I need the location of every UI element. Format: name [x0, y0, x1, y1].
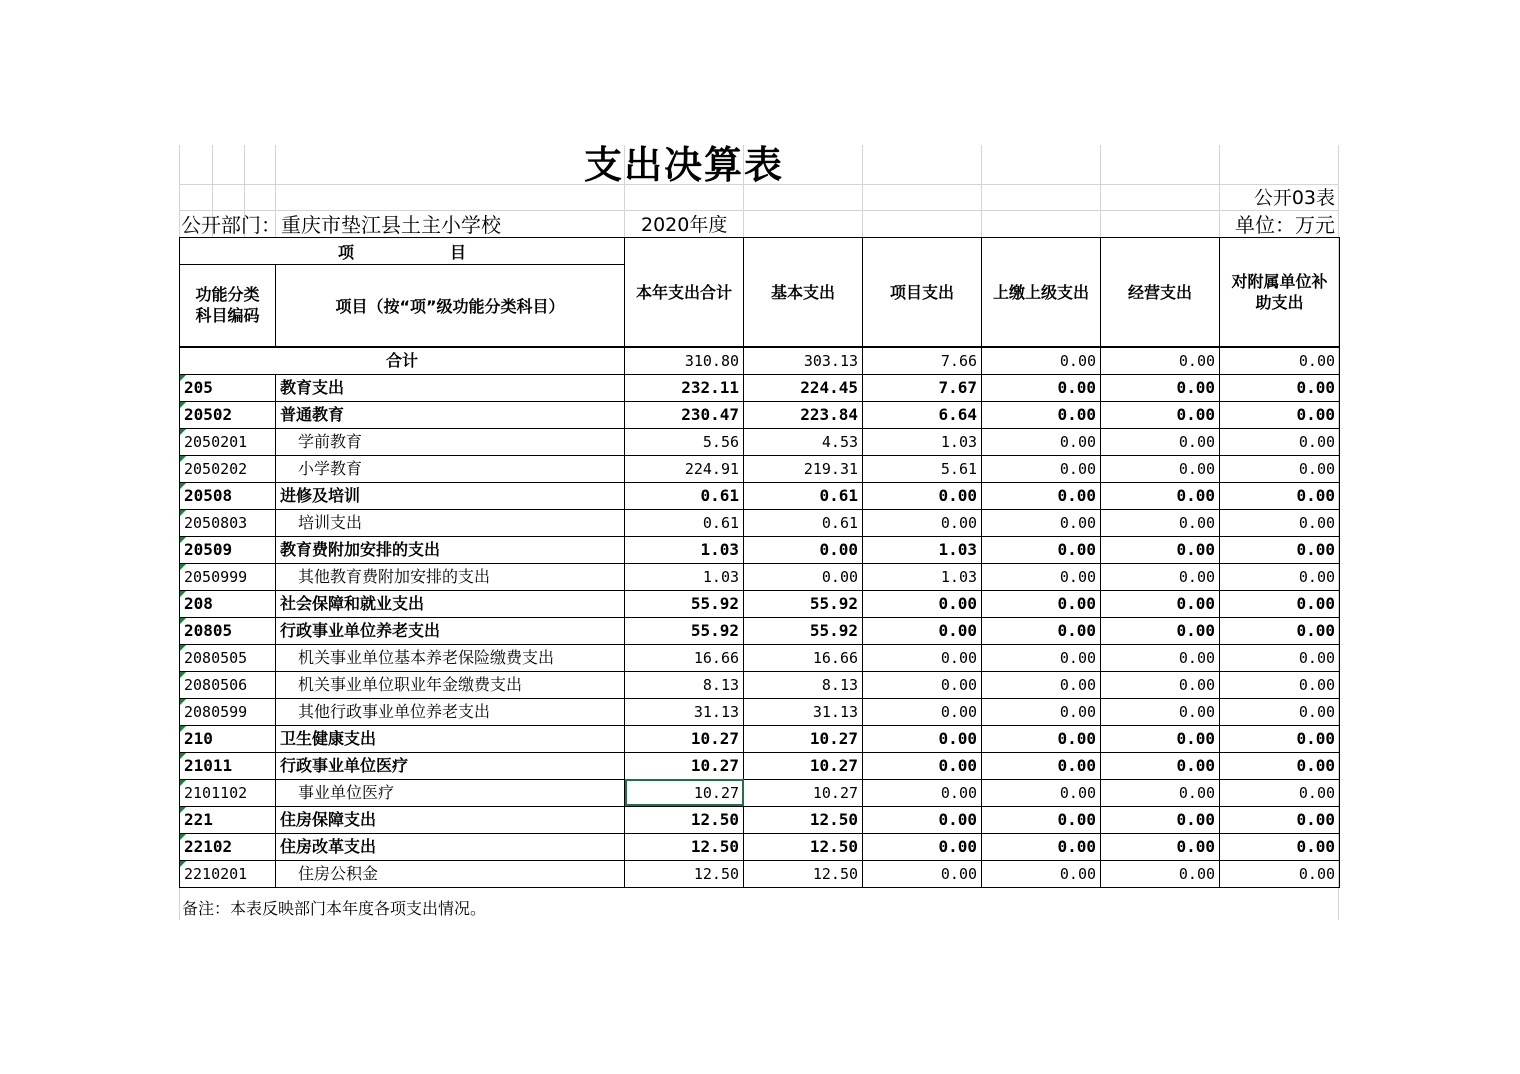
row-name-cell[interactable]: 住房公积金: [276, 860, 625, 887]
expenditure-table: [179, 237, 1340, 888]
row-value-cell[interactable]: 0.00: [744, 536, 863, 563]
row-value-cell[interactable]: 0.00: [1220, 698, 1340, 725]
row-value-cell[interactable]: 31.13: [744, 698, 863, 725]
row-code-cell[interactable]: 2080505: [180, 644, 276, 671]
row-value-cell[interactable]: 0.00: [863, 482, 982, 509]
row-value-cell[interactable]: 0.00: [1220, 779, 1340, 806]
col-header-subsidy: 对附属单位补助支出: [1220, 238, 1340, 347]
row-value-cell[interactable]: 0.00: [1101, 833, 1220, 860]
table-row: [180, 509, 1340, 536]
row-value-cell[interactable]: 0.00: [1220, 725, 1340, 752]
row-value-cell[interactable]: 0.00: [982, 833, 1101, 860]
row-name-cell[interactable]: 住房改革支出: [276, 833, 625, 860]
gridline: [179, 210, 1339, 211]
row-value-cell[interactable]: 1.03: [863, 563, 982, 590]
row-value-cell[interactable]: 0.61: [744, 509, 863, 536]
total-label[interactable]: 合计: [180, 347, 625, 375]
col-header-basic: 基本支出: [744, 238, 863, 347]
row-value-cell[interactable]: 0.00: [863, 833, 982, 860]
row-value-cell[interactable]: 12.50: [744, 806, 863, 833]
table-row: [180, 455, 1340, 482]
row-value-cell[interactable]: 55.92: [625, 617, 744, 644]
row-value-cell[interactable]: 0.00: [1101, 752, 1220, 779]
total-cell[interactable]: 303.13: [744, 347, 863, 375]
row-name-cell[interactable]: 进修及培训: [276, 482, 625, 509]
row-value-cell[interactable]: 0.00: [1220, 644, 1340, 671]
row-value-cell[interactable]: 10.27: [744, 725, 863, 752]
row-value-cell[interactable]: 0.00: [863, 590, 982, 617]
row-code-cell[interactable]: 2101102: [180, 779, 276, 806]
row-name-cell[interactable]: 其他教育费附加安排的支出: [276, 563, 625, 590]
row-value-cell[interactable]: 0.00: [982, 509, 1101, 536]
row-value-cell[interactable]: 0.00: [1101, 401, 1220, 428]
row-value-cell[interactable]: 10.27: [744, 779, 863, 806]
row-value-cell[interactable]: 0.00: [1101, 374, 1220, 401]
row-value-cell[interactable]: 0.00: [982, 401, 1101, 428]
row-value-cell[interactable]: 0.00: [863, 860, 982, 887]
table-row: [180, 482, 1340, 509]
row-value-cell[interactable]: 0.00: [1101, 698, 1220, 725]
row-value-cell[interactable]: 12.50: [625, 833, 744, 860]
row-value-cell[interactable]: 0.00: [1220, 455, 1340, 482]
total-cell[interactable]: 310.80: [625, 347, 744, 375]
row-value-cell[interactable]: 0.00: [982, 806, 1101, 833]
row-value-cell[interactable]: 12.50: [625, 860, 744, 887]
row-name-cell[interactable]: 其他行政事业单位养老支出: [276, 698, 625, 725]
row-value-cell[interactable]: 0.00: [1101, 536, 1220, 563]
row-value-cell[interactable]: 0.00: [1101, 806, 1220, 833]
row-value-cell[interactable]: 0.00: [982, 536, 1101, 563]
row-code-cell[interactable]: 2210201: [180, 860, 276, 887]
footnote: 备注：本表反映部门本年度各项支出情况。: [182, 899, 487, 918]
total-cell[interactable]: 0.00: [1220, 347, 1340, 375]
table-row: [180, 725, 1340, 752]
col-header-operating: 经营支出: [1101, 238, 1220, 347]
row-code-cell[interactable]: 2080506: [180, 671, 276, 698]
table-row: [180, 833, 1340, 860]
row-value-cell[interactable]: 0.00: [863, 725, 982, 752]
row-name-cell[interactable]: 教育支出: [276, 374, 625, 401]
row-value-cell[interactable]: 0.00: [863, 806, 982, 833]
row-value-cell[interactable]: 8.13: [625, 671, 744, 698]
row-value-cell[interactable]: 0.00: [863, 779, 982, 806]
col-header-code: 功能分类 科目编码: [180, 265, 276, 347]
total-cell[interactable]: 0.00: [982, 347, 1101, 375]
table-row: [180, 536, 1340, 563]
table-row: [180, 779, 1340, 806]
total-cell[interactable]: 0.00: [1101, 347, 1220, 375]
row-name-cell[interactable]: 学前教育: [276, 428, 625, 455]
item-group-header: 项 目: [180, 238, 625, 265]
row-value-cell[interactable]: 0.00: [1220, 752, 1340, 779]
row-name-cell[interactable]: 教育费附加安排的支出: [276, 536, 625, 563]
row-code-cell[interactable]: 205: [180, 374, 276, 401]
row-name-cell[interactable]: 事业单位医疗: [276, 779, 625, 806]
row-value-cell[interactable]: 1.03: [625, 563, 744, 590]
row-value-cell[interactable]: 0.00: [1101, 860, 1220, 887]
table-row: [180, 860, 1340, 887]
table-row: [180, 671, 1340, 698]
row-value-cell[interactable]: 7.67: [863, 374, 982, 401]
row-name-cell[interactable]: 小学教育: [276, 455, 625, 482]
row-value-cell[interactable]: 12.50: [625, 806, 744, 833]
row-value-cell[interactable]: 0.00: [1220, 563, 1340, 590]
selected-cell[interactable]: 10.27: [625, 779, 744, 806]
row-value-cell[interactable]: 0.00: [982, 671, 1101, 698]
row-value-cell[interactable]: 0.00: [863, 617, 982, 644]
row-value-cell[interactable]: 8.13: [744, 671, 863, 698]
row-value-cell[interactable]: 0.00: [1220, 590, 1340, 617]
row-value-cell[interactable]: 10.27: [625, 752, 744, 779]
row-value-cell[interactable]: 0.00: [1220, 536, 1340, 563]
row-value-cell[interactable]: 10.27: [744, 752, 863, 779]
row-value-cell[interactable]: 0.00: [1220, 617, 1340, 644]
row-value-cell[interactable]: 0.00: [982, 563, 1101, 590]
row-value-cell[interactable]: 0.61: [625, 482, 744, 509]
row-name-cell[interactable]: 机关事业单位基本养老保险缴费支出: [276, 644, 625, 671]
row-name-cell[interactable]: 行政事业单位医疗: [276, 752, 625, 779]
row-value-cell[interactable]: 232.11: [625, 374, 744, 401]
row-value-cell[interactable]: 0.00: [982, 617, 1101, 644]
row-value-cell[interactable]: 0.00: [982, 644, 1101, 671]
row-code-cell[interactable]: 2050202: [180, 455, 276, 482]
row-value-cell[interactable]: 0.00: [863, 698, 982, 725]
row-value-cell[interactable]: 0.00: [1220, 374, 1340, 401]
row-value-cell[interactable]: 0.00: [982, 590, 1101, 617]
table-row: [180, 698, 1340, 725]
table-row: [180, 644, 1340, 671]
row-value-cell[interactable]: 0.00: [1101, 563, 1220, 590]
table-row: [180, 617, 1340, 644]
row-code-cell[interactable]: 221: [180, 806, 276, 833]
row-value-cell[interactable]: 0.00: [982, 482, 1101, 509]
gridline: [1219, 145, 1220, 237]
row-value-cell[interactable]: 0.00: [1101, 671, 1220, 698]
table-row: [180, 752, 1340, 779]
row-value-cell[interactable]: 16.66: [744, 644, 863, 671]
row-value-cell[interactable]: 224.91: [625, 455, 744, 482]
page-title: 支出决算表: [583, 143, 784, 187]
row-value-cell[interactable]: 0.00: [1101, 482, 1220, 509]
row-value-cell[interactable]: 0.00: [982, 374, 1101, 401]
row-value-cell[interactable]: 12.50: [744, 860, 863, 887]
row-value-cell[interactable]: 0.00: [1101, 617, 1220, 644]
table-row: [180, 806, 1340, 833]
row-code-cell[interactable]: 20502: [180, 401, 276, 428]
row-code-cell[interactable]: 2050803: [180, 509, 276, 536]
row-value-cell[interactable]: 0.00: [863, 644, 982, 671]
row-code-cell[interactable]: 2050999: [180, 563, 276, 590]
row-value-cell[interactable]: 0.00: [982, 860, 1101, 887]
row-code-cell[interactable]: 20508: [180, 482, 276, 509]
row-value-cell[interactable]: 0.00: [1220, 806, 1340, 833]
row-value-cell[interactable]: 224.45: [744, 374, 863, 401]
row-value-cell[interactable]: 0.00: [982, 428, 1101, 455]
row-name-cell[interactable]: 培训支出: [276, 509, 625, 536]
row-value-cell[interactable]: 0.00: [1220, 509, 1340, 536]
department-label: 公开部门：重庆市垫江县土主小学校: [181, 213, 501, 237]
row-name-cell[interactable]: 普通教育: [276, 401, 625, 428]
total-cell[interactable]: 7.66: [863, 347, 982, 375]
row-value-cell[interactable]: 55.92: [625, 590, 744, 617]
row-value-cell[interactable]: 0.00: [982, 455, 1101, 482]
fill-handle[interactable]: [741, 804, 744, 807]
row-value-cell[interactable]: 1.03: [863, 536, 982, 563]
row-value-cell[interactable]: 0.00: [1101, 509, 1220, 536]
row-code-cell[interactable]: 2080599: [180, 698, 276, 725]
row-name-cell[interactable]: 行政事业单位养老支出: [276, 617, 625, 644]
col-header-project: 项目支出: [863, 238, 982, 347]
table-body: [180, 347, 1340, 888]
row-value-cell[interactable]: 0.00: [1220, 833, 1340, 860]
row-code-cell[interactable]: 208: [180, 590, 276, 617]
row-value-cell[interactable]: 0.00: [1101, 644, 1220, 671]
row-value-cell[interactable]: 0.00: [1220, 428, 1340, 455]
row-value-cell[interactable]: 0.00: [863, 752, 982, 779]
row-value-cell[interactable]: 0.61: [744, 482, 863, 509]
row-value-cell[interactable]: 0.00: [863, 509, 982, 536]
total-row: [180, 347, 1340, 375]
unit-label: 单位：万元: [1235, 213, 1335, 237]
row-value-cell[interactable]: 1.03: [863, 428, 982, 455]
row-code-cell[interactable]: 20805: [180, 617, 276, 644]
row-value-cell[interactable]: 0.00: [982, 779, 1101, 806]
row-name-cell[interactable]: 机关事业单位职业年金缴费支出: [276, 671, 625, 698]
row-value-cell[interactable]: 0.00: [982, 752, 1101, 779]
row-value-cell[interactable]: 223.84: [744, 401, 863, 428]
row-name-cell[interactable]: 住房保障支出: [276, 806, 625, 833]
row-value-cell[interactable]: 219.31: [744, 455, 863, 482]
row-code-cell[interactable]: 21011: [180, 752, 276, 779]
row-value-cell[interactable]: 0.00: [1220, 482, 1340, 509]
row-value-cell[interactable]: 0.00: [1220, 671, 1340, 698]
row-value-cell[interactable]: 55.92: [744, 590, 863, 617]
row-value-cell[interactable]: 1.03: [625, 536, 744, 563]
row-value-cell[interactable]: 0.00: [1220, 860, 1340, 887]
row-value-cell[interactable]: 4.53: [744, 428, 863, 455]
row-value-cell[interactable]: 5.56: [625, 428, 744, 455]
row-code-cell[interactable]: 2050201: [180, 428, 276, 455]
col-header-name: 项目（按“项”级功能分类科目）: [276, 265, 625, 347]
row-code-cell[interactable]: 20509: [180, 536, 276, 563]
table-row: [180, 428, 1340, 455]
row-value-cell[interactable]: 6.64: [863, 401, 982, 428]
table-row: [180, 401, 1340, 428]
table-row: [180, 563, 1340, 590]
row-value-cell[interactable]: 0.00: [1101, 590, 1220, 617]
row-value-cell[interactable]: 5.61: [863, 455, 982, 482]
row-value-cell[interactable]: 10.27: [625, 725, 744, 752]
row-value-cell[interactable]: 0.00: [982, 725, 1101, 752]
table-row: [180, 374, 1340, 401]
row-value-cell[interactable]: 230.47: [625, 401, 744, 428]
row-code-cell[interactable]: 22102: [180, 833, 276, 860]
row-value-cell[interactable]: 0.00: [863, 671, 982, 698]
row-name-cell[interactable]: 社会保障和就业支出: [276, 590, 625, 617]
row-value-cell[interactable]: 16.66: [625, 644, 744, 671]
row-value-cell[interactable]: 55.92: [744, 617, 863, 644]
col-header-upper: 上缴上级支出: [982, 238, 1101, 347]
row-value-cell[interactable]: 0.00: [1101, 725, 1220, 752]
row-value-cell[interactable]: 0.00: [982, 698, 1101, 725]
row-name-cell[interactable]: 卫生健康支出: [276, 725, 625, 752]
fiscal-year: 2020年度: [641, 214, 728, 236]
col-header-total: 本年支出合计: [625, 238, 744, 347]
form-number: 公开03表: [1253, 187, 1335, 209]
row-value-cell[interactable]: 0.00: [744, 563, 863, 590]
row-value-cell[interactable]: 0.00: [1101, 428, 1220, 455]
row-value-cell[interactable]: 0.00: [1101, 455, 1220, 482]
row-value-cell[interactable]: 0.61: [625, 509, 744, 536]
row-value-cell[interactable]: 31.13: [625, 698, 744, 725]
row-value-cell[interactable]: 0.00: [1101, 779, 1220, 806]
table-row: [180, 590, 1340, 617]
row-value-cell[interactable]: 12.50: [744, 833, 863, 860]
row-value-cell[interactable]: 0.00: [1220, 401, 1340, 428]
row-code-cell[interactable]: 210: [180, 725, 276, 752]
